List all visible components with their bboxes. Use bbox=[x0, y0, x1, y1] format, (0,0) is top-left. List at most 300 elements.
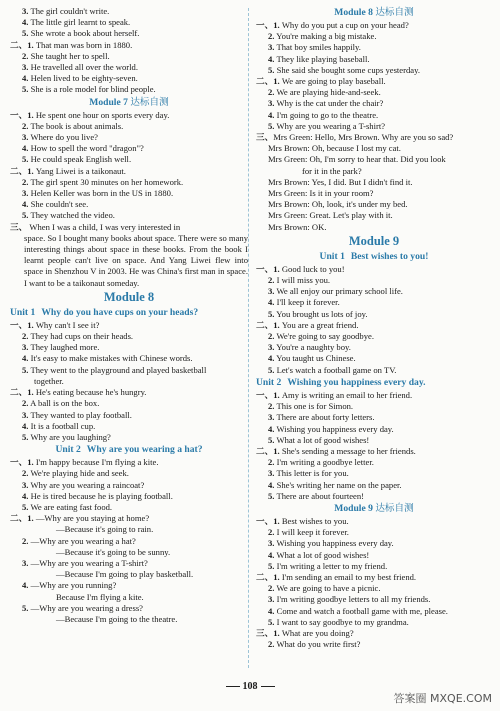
answer-line bbox=[10, 524, 248, 535]
answer-text: It is a football cup. bbox=[30, 420, 96, 431]
answer-text: There are about fourteen! bbox=[276, 490, 365, 501]
answer-text: What do you write first? bbox=[276, 639, 361, 650]
answer-line bbox=[256, 210, 492, 221]
item-number: 1. bbox=[27, 319, 34, 330]
section-marker: 一、 bbox=[256, 20, 274, 30]
section-marker: 二、 bbox=[10, 39, 28, 50]
item-number: 3. bbox=[22, 479, 29, 490]
paragraph-first-line bbox=[10, 222, 248, 233]
answer-text: Yang Liwei is a taikonaut. bbox=[35, 165, 126, 176]
item-number: 3. bbox=[22, 557, 29, 568]
paragraph-text: space. So I bought many books about space. There were so many interesting things about space in these books. From the book I learnt people can't live on space. And Yang Liwei flew into space in Shenzhou V in 2003. He was China's first man in space. I want to be a taikonaut someday. bbox=[24, 232, 248, 288]
section-marker: 三、 bbox=[10, 221, 28, 232]
section-marker: 二、 bbox=[256, 319, 274, 330]
section-marker: 一、 bbox=[10, 109, 28, 120]
module-heading bbox=[10, 289, 248, 306]
unit-label: Unit 2 bbox=[256, 376, 282, 388]
item-number: 2. bbox=[268, 331, 275, 342]
answer-line bbox=[10, 177, 248, 188]
paragraph-body bbox=[10, 233, 248, 289]
answer-text: —Why are you wearing a hat? bbox=[30, 535, 136, 546]
item-number: 1. bbox=[27, 387, 34, 398]
answer-text: There are about forty letters. bbox=[276, 412, 375, 423]
answer-line bbox=[10, 28, 248, 39]
answer-text: —Why are you wearing a dress? bbox=[30, 602, 143, 613]
answer-text: That man was born in 1880. bbox=[35, 39, 133, 50]
item-number: 1. bbox=[27, 513, 34, 524]
answer-text: You are a great friend. bbox=[281, 319, 359, 330]
section-marker: 一、 bbox=[10, 319, 28, 330]
answer-text: They went to the playground and played basketball bbox=[30, 364, 207, 375]
answer-text: Good luck to you! bbox=[281, 263, 345, 274]
answer-text: Mrs Green: Oh, I'm sorry to hear that. Did you look bbox=[268, 154, 446, 165]
item-number: 4. bbox=[268, 109, 275, 120]
item-number: 5. bbox=[22, 210, 29, 221]
answer-line bbox=[10, 62, 248, 73]
item-number: 2. bbox=[268, 87, 275, 98]
answer-text: We all enjoy our primary school life. bbox=[276, 286, 403, 297]
answer-text: What a lot of good wishes! bbox=[276, 434, 370, 445]
item-number: 1. bbox=[273, 263, 280, 274]
answer-text: Why are you laughing? bbox=[30, 431, 111, 442]
item-number: 4. bbox=[22, 580, 29, 591]
answer-line bbox=[256, 550, 492, 561]
answer-line bbox=[10, 547, 248, 558]
item-number: 4. bbox=[268, 605, 275, 616]
answer-line bbox=[10, 468, 248, 479]
answer-text: She couldn't see. bbox=[30, 199, 89, 210]
answer-line bbox=[10, 6, 248, 17]
answer-line bbox=[10, 480, 248, 491]
item-number: 2. bbox=[22, 535, 29, 546]
answer-text: She wrote a book about herself. bbox=[30, 28, 140, 39]
self-test-heading bbox=[256, 502, 492, 516]
section-marker: 二、 bbox=[10, 387, 28, 398]
answer-line bbox=[10, 558, 248, 569]
answer-line bbox=[256, 65, 492, 76]
answer-text: What are you doing? bbox=[281, 627, 354, 638]
answer-text: They had cups on their heads. bbox=[30, 331, 134, 342]
item-number: 5. bbox=[22, 364, 29, 375]
answer-text: You're making a big mistake. bbox=[276, 31, 377, 42]
answer-line bbox=[256, 286, 492, 297]
answer-line bbox=[10, 536, 248, 547]
item-number: 1. bbox=[273, 627, 280, 638]
answer-text: Helen lived to be eighty-seven. bbox=[30, 73, 138, 84]
answer-line bbox=[256, 110, 492, 121]
item-number: 5. bbox=[22, 154, 29, 165]
answer-text: He could speak English well. bbox=[30, 154, 132, 165]
answer-line bbox=[256, 154, 492, 165]
paragraph-answer bbox=[10, 222, 248, 289]
answer-text: He travelled all over the world. bbox=[30, 62, 138, 73]
item-number: 2. bbox=[22, 50, 29, 61]
self-test-label: 达标自测 bbox=[375, 502, 414, 514]
answer-text: Mrs Brown: Oh, because I lost my cat. bbox=[268, 143, 401, 154]
item-number: 5. bbox=[22, 431, 29, 442]
answer-text: I'll keep it forever. bbox=[276, 297, 340, 308]
section-marker: 二、 bbox=[256, 571, 274, 582]
item-number: 3. bbox=[22, 6, 29, 16]
paragraph-text: When I was a child, I was very interested in bbox=[29, 221, 181, 232]
answer-text: Why are you wearing a raincoat? bbox=[30, 479, 145, 490]
self-test-heading bbox=[10, 96, 248, 110]
answer-text: She taught her to spell. bbox=[30, 50, 110, 61]
answer-text: Mrs Green: Great. Let's play with it. bbox=[268, 210, 393, 221]
self-test-label: 达标自测 bbox=[375, 7, 414, 18]
answer-line bbox=[256, 54, 492, 65]
answer-text: The little girl learnt to speak. bbox=[30, 17, 131, 28]
item-number: 5. bbox=[268, 308, 275, 319]
item-number: 1. bbox=[273, 319, 280, 330]
item-number: 1. bbox=[273, 571, 280, 582]
answer-text: This one is for Simon. bbox=[276, 401, 354, 412]
answer-text: He's eating because he's hungry. bbox=[35, 387, 147, 398]
answer-line bbox=[256, 628, 492, 639]
answer-text: We are eating fast food. bbox=[30, 501, 113, 512]
item-number: 5. bbox=[268, 616, 275, 627]
item-number: 4. bbox=[268, 479, 275, 490]
answer-text: I'm writing a letter to my friend. bbox=[276, 560, 388, 571]
item-number: 3. bbox=[268, 98, 275, 109]
item-number: 4. bbox=[268, 353, 275, 364]
module-title: Module 8 bbox=[103, 289, 155, 304]
answer-text: —Because I'm going to the theatre. bbox=[56, 613, 178, 624]
answer-text: Mrs Green: Is it in your room? bbox=[268, 188, 374, 199]
answer-line bbox=[10, 592, 248, 603]
item-number: 4. bbox=[22, 420, 29, 431]
module-label: Module 7 bbox=[89, 96, 128, 108]
unit-heading bbox=[10, 443, 248, 457]
section-marker: 二、 bbox=[10, 513, 28, 524]
answer-text: Come and watch a football game with me, please. bbox=[276, 605, 448, 616]
answer-line bbox=[10, 614, 248, 625]
item-number: 2. bbox=[22, 176, 29, 187]
item-number: 2. bbox=[268, 401, 275, 412]
answer-line bbox=[256, 491, 492, 502]
answer-line bbox=[256, 98, 492, 109]
item-number: 3. bbox=[22, 409, 29, 420]
item-number: 4. bbox=[268, 297, 275, 308]
answer-line bbox=[256, 594, 492, 605]
item-number: 2. bbox=[22, 398, 29, 409]
item-number: 4. bbox=[22, 199, 29, 210]
answer-line bbox=[10, 365, 248, 376]
answer-text: We're playing hide and seek. bbox=[30, 468, 129, 479]
item-number: 5. bbox=[22, 602, 29, 613]
answer-text: We are going to have a picnic. bbox=[276, 583, 381, 594]
answer-text: We're going to say goodbye. bbox=[276, 331, 374, 342]
item-number: 5. bbox=[268, 434, 275, 445]
unit-label: Unit 2 bbox=[55, 444, 81, 456]
answer-text: Mrs Green: Hello, Mrs Brown. Why are you so sad? bbox=[273, 132, 454, 143]
answer-line bbox=[10, 569, 248, 580]
answer-text: They watched the video. bbox=[30, 210, 115, 221]
item-number: 3. bbox=[268, 412, 275, 423]
section-marker: 二、 bbox=[10, 165, 28, 176]
answer-text: —Why are you wearing a T-shirt? bbox=[30, 557, 148, 568]
unit-heading bbox=[256, 376, 492, 390]
answer-line bbox=[256, 606, 492, 617]
answer-text: Mrs Brown: Oh, look, it's under my bed. bbox=[268, 199, 408, 210]
answer-line bbox=[256, 143, 492, 154]
answer-line bbox=[10, 132, 248, 143]
item-number: 4. bbox=[22, 353, 29, 364]
answer-text: Because I'm flying a kite. bbox=[56, 591, 144, 602]
answer-line bbox=[10, 110, 248, 121]
answer-text: He spent one hour on sports every day. bbox=[35, 109, 170, 120]
item-number: 1. bbox=[27, 457, 34, 468]
answer-line bbox=[256, 264, 492, 275]
answer-line bbox=[10, 353, 248, 364]
answer-text: —Why are you staying at home? bbox=[35, 513, 150, 524]
item-number: 3. bbox=[22, 188, 29, 199]
section-marker: 二、 bbox=[256, 76, 274, 87]
watermark-logo: 答案圈 MXQE.COM bbox=[393, 692, 492, 705]
answer-text: You taught us Chinese. bbox=[276, 353, 356, 364]
module-label: Module 9 bbox=[334, 502, 373, 514]
item-number: 1. bbox=[27, 39, 34, 50]
answer-line bbox=[10, 199, 248, 210]
answer-column-right bbox=[256, 6, 492, 650]
section-marker: 一、 bbox=[10, 457, 28, 468]
answer-line bbox=[10, 603, 248, 614]
item-number: 4. bbox=[22, 73, 29, 84]
answer-text: I'm writing goodbye letters to all my friends. bbox=[276, 594, 431, 605]
answer-text: —Because I'm going to play basketball. bbox=[56, 569, 194, 580]
answer-line bbox=[256, 76, 492, 87]
answer-line bbox=[256, 480, 492, 491]
answer-text: I'm happy because I'm flying a kite. bbox=[35, 457, 159, 468]
answer-line bbox=[256, 331, 492, 342]
answer-line bbox=[256, 527, 492, 538]
answer-line bbox=[256, 121, 492, 132]
answer-line bbox=[256, 617, 492, 628]
section-marker: 二、 bbox=[256, 445, 274, 456]
answer-text: She's writing her name on the paper. bbox=[276, 479, 402, 490]
answer-line bbox=[256, 188, 492, 199]
answer-text: That boy smiles happily. bbox=[276, 42, 361, 53]
answer-text: Why are you wearing a T-shirt? bbox=[276, 120, 386, 131]
answer-line bbox=[10, 457, 248, 468]
answer-text: Mrs Brown: OK. bbox=[268, 221, 327, 232]
answer-line bbox=[256, 320, 492, 331]
item-number: 3. bbox=[268, 538, 275, 549]
answer-text: They laughed more. bbox=[30, 342, 100, 353]
answer-text: Mrs Brown: Yes, I did. But I didn't find it. bbox=[268, 176, 413, 187]
column-divider bbox=[248, 8, 249, 668]
answer-line bbox=[256, 538, 492, 549]
item-number: 1. bbox=[273, 76, 280, 87]
answer-text: Why do you put a cup on your head? bbox=[281, 20, 409, 30]
answer-text: I'm going to go to the theatre. bbox=[276, 109, 379, 120]
answer-line bbox=[256, 275, 492, 286]
answer-line bbox=[256, 166, 492, 177]
answer-line bbox=[256, 31, 492, 42]
item-number: 1. bbox=[273, 20, 280, 30]
answer-line bbox=[10, 17, 248, 28]
answer-text: I'm writing a goodbye letter. bbox=[276, 457, 374, 468]
answer-text: Why can't I see it? bbox=[35, 319, 100, 330]
answer-line bbox=[256, 457, 492, 468]
answer-text: She is a role model for blind people. bbox=[30, 84, 156, 95]
answer-line bbox=[10, 421, 248, 432]
item-number: 3. bbox=[268, 342, 275, 353]
answer-line bbox=[10, 166, 248, 177]
answer-line bbox=[256, 435, 492, 446]
answer-text: Where do you live? bbox=[30, 132, 98, 143]
item-number: 3. bbox=[22, 62, 29, 73]
self-test-heading bbox=[256, 6, 492, 20]
answer-line bbox=[256, 199, 492, 210]
item-number: 2. bbox=[22, 468, 29, 479]
answer-line bbox=[256, 20, 492, 31]
unit-label: Unit 1 bbox=[10, 306, 36, 318]
answer-line bbox=[256, 412, 492, 423]
answer-line bbox=[10, 143, 248, 154]
answer-line-continuation bbox=[10, 376, 248, 387]
answer-line bbox=[256, 309, 492, 320]
answer-text: The book is about animals. bbox=[30, 120, 124, 131]
answer-line bbox=[10, 342, 248, 353]
item-number: 1. bbox=[27, 109, 34, 120]
item-number: 5. bbox=[22, 28, 29, 39]
unit-heading bbox=[256, 250, 492, 264]
answer-line bbox=[10, 73, 248, 84]
answer-text: We are going to play baseball. bbox=[281, 76, 386, 87]
item-number: 2. bbox=[268, 527, 275, 538]
answer-line bbox=[10, 154, 248, 165]
page-number: 108 bbox=[0, 681, 500, 692]
unit-title: Why do you have cups on your heads? bbox=[41, 306, 199, 318]
answer-line bbox=[10, 502, 248, 513]
answer-line bbox=[10, 432, 248, 443]
answer-text: Wishing you happiness every day. bbox=[276, 423, 394, 434]
item-number: 3. bbox=[268, 42, 275, 53]
item-number: 1. bbox=[273, 515, 280, 526]
module-heading bbox=[256, 233, 492, 250]
answer-line bbox=[256, 583, 492, 594]
answer-line bbox=[10, 51, 248, 62]
self-test-label: 达标自测 bbox=[130, 96, 169, 108]
answer-text: She's sending a message to her friends. bbox=[281, 445, 416, 456]
answer-line bbox=[256, 365, 492, 376]
answer-text: —Because it's going to rain. bbox=[56, 524, 154, 535]
section-marker: 三、 bbox=[256, 132, 274, 143]
answer-line bbox=[256, 561, 492, 572]
answer-line bbox=[256, 42, 492, 53]
item-number: 5. bbox=[268, 490, 275, 501]
answer-line bbox=[256, 446, 492, 457]
answer-text: Amy is writing an email to her friend. bbox=[281, 389, 413, 400]
answer-line bbox=[256, 132, 492, 143]
item-number: 3. bbox=[268, 468, 275, 479]
answer-text: I want to say goodbye to my grandma. bbox=[276, 616, 409, 627]
answer-text: Why is the cat under the chair? bbox=[276, 98, 384, 109]
answer-text: You brought us lots of joy. bbox=[276, 308, 368, 319]
answer-line bbox=[10, 84, 248, 95]
item-number: 5. bbox=[268, 120, 275, 131]
answer-line bbox=[10, 331, 248, 342]
answer-text: —Why are you running? bbox=[30, 580, 117, 591]
answer-text: She said she bought some cups yesterday. bbox=[276, 64, 420, 75]
item-number: 1. bbox=[273, 389, 280, 400]
unit-title: Best wishes to you! bbox=[350, 250, 429, 262]
item-number: 4. bbox=[268, 423, 275, 434]
answer-line bbox=[10, 188, 248, 199]
item-number: 2. bbox=[268, 31, 275, 42]
answer-line bbox=[10, 210, 248, 221]
answer-text: He is tired because he is playing football. bbox=[30, 490, 173, 501]
answer-line bbox=[256, 516, 492, 527]
answer-line bbox=[10, 398, 248, 409]
module-title: Module 9 bbox=[348, 233, 400, 248]
item-number: 4. bbox=[22, 490, 29, 501]
answer-line bbox=[256, 177, 492, 188]
answer-line bbox=[256, 424, 492, 435]
answer-text: How to spell the word "dragon"? bbox=[30, 143, 144, 154]
item-number: 5. bbox=[22, 501, 29, 512]
answer-text: It's easy to make mistakes with Chinese words. bbox=[30, 353, 193, 364]
item-number: 2. bbox=[268, 457, 275, 468]
item-number: 3. bbox=[22, 342, 29, 353]
answer-line bbox=[10, 121, 248, 132]
answer-line bbox=[256, 572, 492, 583]
answer-text: They wanted to play football. bbox=[30, 409, 132, 420]
answer-line bbox=[256, 222, 492, 233]
item-number: 4. bbox=[268, 53, 275, 64]
item-number: 3. bbox=[268, 286, 275, 297]
answer-text: Let's watch a football game on TV. bbox=[276, 364, 397, 375]
section-marker: 一、 bbox=[256, 263, 274, 274]
answer-text: I'm sending an email to my best friend. bbox=[281, 571, 417, 582]
answer-text: This letter is for you. bbox=[276, 468, 349, 479]
item-number: 4. bbox=[268, 549, 275, 560]
item-number: 2. bbox=[268, 639, 275, 650]
answer-text: together. bbox=[34, 375, 64, 386]
answer-text: Best wishes to you. bbox=[281, 515, 349, 526]
item-number: 2. bbox=[268, 275, 275, 286]
unit-heading bbox=[10, 306, 248, 320]
answer-text: They like playing baseball. bbox=[276, 53, 370, 64]
answer-line bbox=[256, 342, 492, 353]
section-marker: 一、 bbox=[256, 515, 274, 526]
answer-line bbox=[10, 491, 248, 502]
answer-line bbox=[256, 390, 492, 401]
item-number: 2. bbox=[268, 583, 275, 594]
answer-text: A ball is on the box. bbox=[30, 398, 100, 409]
module-label: Module 8 bbox=[334, 7, 373, 18]
answer-line bbox=[256, 468, 492, 479]
answer-text: The girl couldn't write. bbox=[30, 6, 110, 16]
answer-column-left bbox=[10, 6, 248, 625]
answer-text: Helen Keller was born in the US in 1880. bbox=[30, 188, 174, 199]
answer-line bbox=[10, 580, 248, 591]
answer-line bbox=[256, 87, 492, 98]
section-marker: 三、 bbox=[256, 627, 274, 638]
unit-title: Why are you wearing a hat? bbox=[86, 444, 203, 456]
answer-line bbox=[256, 297, 492, 308]
item-number: 1. bbox=[27, 165, 34, 176]
item-number: 5. bbox=[268, 560, 275, 571]
answer-text: What a lot of good wishes! bbox=[276, 549, 370, 560]
unit-label: Unit 1 bbox=[319, 250, 345, 262]
answer-line bbox=[10, 513, 248, 524]
answer-line bbox=[10, 410, 248, 421]
item-number: 2. bbox=[22, 120, 29, 131]
item-number: 3. bbox=[268, 594, 275, 605]
item-number: 5. bbox=[268, 64, 275, 75]
